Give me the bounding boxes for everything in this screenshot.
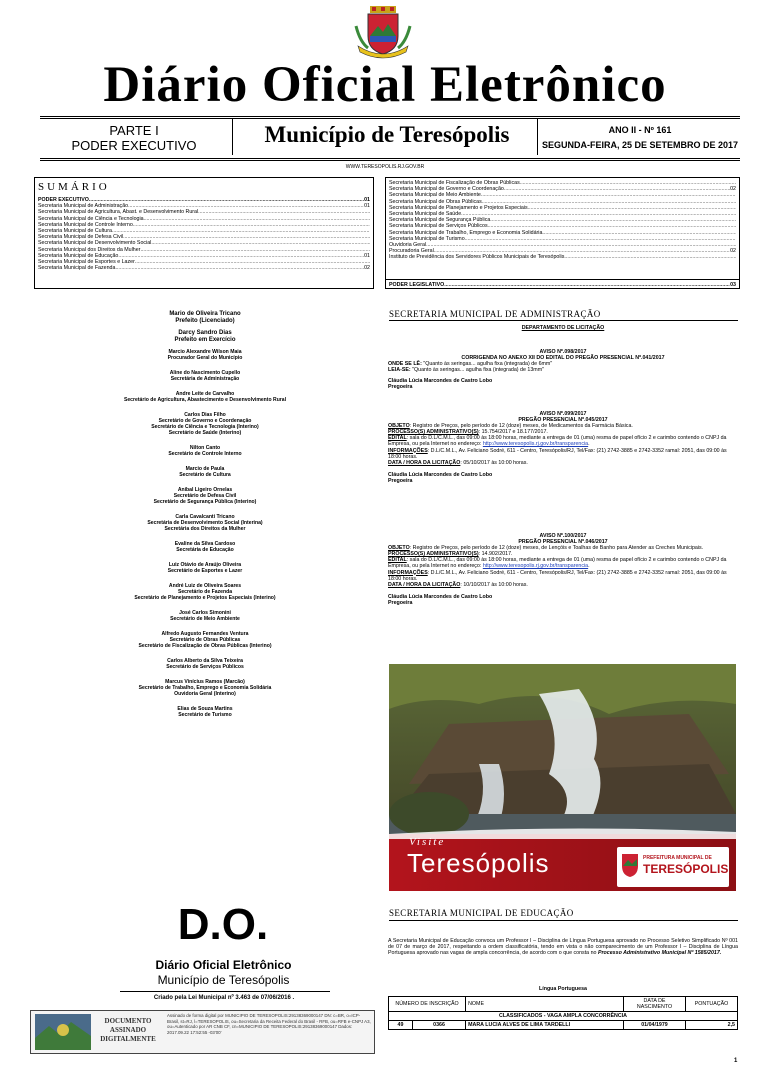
official-entry — [40, 391, 370, 403]
official-entry — [40, 412, 370, 437]
informacoes-label: INFORMAÇÕES — [388, 569, 428, 576]
dept-licitacao — [388, 325, 738, 331]
aviso-099-objeto: : Registro de Preços, pelo período de 12 (doze) meses, de Medicamentos da Farmácia Básica. — [409, 423, 633, 430]
brand-big: TERESÓPOLIS — [643, 862, 729, 876]
sumario-item-label: Secretaria Municipal de Governo e Coordenação — [389, 186, 504, 193]
table-title: Língua Portuguesa — [539, 986, 587, 992]
official-entry — [40, 631, 370, 650]
parte-line1: PARTE I — [109, 123, 159, 138]
col-pontuacao: PONTUAÇÃO — [686, 997, 738, 1012]
official-entry — [40, 487, 370, 506]
sumario-item-label: PODER EXECUTIVO — [38, 197, 89, 203]
official-role: Secretário de Serviços Públicos — [166, 664, 244, 671]
table-row — [389, 1021, 738, 1030]
sumario-item-label: Secretaria Municipal de Desenvolvimento Social — [38, 240, 152, 247]
aviso-100-objeto: : Registro de Preços, pelo período de 12 (doze) meses, de Lençóis e Toalhas de Banho para Atender as Creches Municipais. — [409, 545, 704, 552]
official-entry — [40, 562, 370, 574]
official-name: Luiz Otávio de Araújo Oliveira — [168, 561, 242, 568]
aviso-098 — [388, 349, 738, 391]
sumario-item-label: Secretaria Municipal de Defesa Civil — [38, 234, 124, 241]
table-subheader-row — [389, 1012, 738, 1021]
sumario-item-label: Secretaria Municipal de Educação — [38, 252, 119, 259]
aviso-100-data: : 10/10/2017 às 10:00 horas. — [460, 581, 528, 588]
official-role: Secretário de Trabalho, Emprego e Economia Solidária — [138, 685, 272, 692]
sumario-item[interactable] — [389, 254, 736, 260]
onde-se-le-label: ONDE SE LÊ: — [388, 361, 422, 368]
official-role: Secretário de Saúde (Interino) — [168, 430, 242, 437]
official-name: Darcy Sandro Dias — [178, 330, 232, 336]
signer-role: Pregoeira — [388, 477, 413, 484]
edital-text: : sala do D.L/C.M.L., das 09:00 às 18:00 horas, mediante a entrega de 01 (uma) resma de papel ofício 2 e carimbo contendo o CNPJ da Empresa, ou pela Internet no endereço: — [388, 557, 727, 570]
educacao-text — [388, 938, 738, 956]
criado-por-lei: Criado pela Lei Municipal nº 3.463 de 07/06/2016 . — [153, 995, 295, 1001]
sumario-item-label: Secretaria Municipal de Administração — [38, 203, 129, 210]
signer-name: Cláudia Lúcia Marcondes de Castro Lobo — [388, 378, 493, 385]
assinado-digitalmente-stamp: DOCUMENTO ASSINADO DIGITALMENTE — [100, 1017, 156, 1043]
signer-name: Cláudia Lúcia Marcondes de Castro Lobo — [388, 471, 493, 478]
official-name: Mario de Oliveira Tricano — [169, 311, 241, 317]
sumario-item-label: Procuradoria Geral — [389, 248, 434, 255]
official-name: Andre Leite de Carvalho — [175, 390, 235, 397]
official-name: Evaline da Silva Cardoso — [174, 541, 236, 548]
digital-signature-box — [30, 1010, 375, 1054]
do-subtitle-1: Diário Oficial Eletrônico — [155, 958, 292, 972]
aviso-098-title: AVISO Nº.098/2017 — [539, 349, 587, 355]
sumario-item-label: Secretaria Municipal dos Direitos da Mulher — [38, 246, 141, 253]
official-name: Anibal Ligeiro Ornelas — [177, 486, 233, 493]
teresopolis-caption: Teresópolis — [407, 848, 550, 878]
signer-role: Pregoeira — [388, 599, 413, 606]
sumario-item-page: 01 — [364, 252, 370, 259]
official-role: Secretário de Esportes e Lazer — [167, 568, 243, 575]
sumario-item-page: 02 — [730, 186, 736, 193]
do-logo: D.O. — [177, 900, 269, 949]
prefeitura-brand — [617, 847, 729, 887]
official-entry — [40, 679, 370, 698]
sumario-item-page: 01 — [364, 203, 370, 210]
website-link[interactable]: WWW.TERESOPOLIS.RJ.GOV.BR — [345, 164, 425, 170]
data-hora-label: DATA / HORA DA LICITAÇÃO — [388, 459, 461, 466]
aviso-100-subtitle: PREGÃO PRESENCIAL Nº.046/2017 — [518, 539, 608, 546]
official-entry — [40, 445, 370, 457]
official-role: Secretário de Governo e Coordenação — [158, 417, 252, 424]
cell-classificacao: 49 — [389, 1021, 413, 1030]
aviso-099: AVISO Nº.099/2017 PREGÃO PRESENCIAL Nº.045/2017 OBJETO: Registro de Preços, pelo período de 12 (doze) meses, de Medicamentos da Farmácia Básica. PROCESSO(S) ADMINISTRATIVO(S): 15.754/2017 e 18.177/2017. EDITAL: sala do D.L/C.M.L., das 09:00 às 18:00 horas, mediante a entrega de 01 (uma) resma de papel ofício 2 e carimbo contendo o CNPJ da Empresa, ou pela Internet no endereço: http://www.teresopolis.rj.gov.br/transparencia. INFORMAÇÕES: D.L/C.M.L., Av. Feliciano Sodré, 611 - Centro, Teresópolis/RJ, Tel/Fax: (21) 2742-3885 e 2742-3352 ramal: 2051, das 09:00 às 18:00 horas. DATA / HORA DA LICITAÇÃO: 05/10/2017 às 10:00 horas. Cláudia Lúcia Marcondes de Castro Lobo Pregoeira — [388, 411, 738, 484]
parte-line2: PODER EXECUTIVO — [71, 138, 197, 153]
official-role: Procurador Geral do Município — [167, 355, 243, 362]
section-educacao: SECRETARIA MUNICIPAL DE EDUCAÇÃO — [389, 908, 574, 918]
municipal-crest-icon — [352, 6, 414, 60]
col-inscricao: NÚMERO DE INSCRIÇÃO — [389, 997, 466, 1012]
official-entry — [40, 541, 370, 553]
sumario-item-label: Secretaria Municipal de Serviços Públicos — [389, 223, 488, 230]
official-role: Secretário de Fiscalização de Obras Públicas (Interino) — [138, 643, 272, 650]
data-hora-label: DATA / HORA DA LICITAÇÃO — [388, 581, 461, 588]
official-name: Nilton Canto — [189, 445, 221, 452]
official-name: Alfredo Augusto Fernandes Ventura — [161, 630, 249, 637]
sumario-item-label: Secretaria Municipal de Agricultura, Abast. e Desenvolvimento Rural — [38, 209, 199, 216]
do-subtitle-2: Município de Teresópolis — [157, 973, 290, 987]
educacao-paragraph: A Secretaria Municipal de Educação convoca um Professor I – Disciplina de Língua Portuguesa aprovado no Processo Seletivo Simplificado Nº 001 de 07 de março de 2017, respeitando a ordem classificatória, tendo em vista o não comparecimento de um Professor I – Disciplina de Língua Portuguesa aprovado nas vagas de ampla concorrência, de acordo com o que consta no — [388, 938, 738, 957]
official-role: Secretário de Planejamento e Projetos Especiais (Interino) — [134, 595, 276, 602]
official-role: Prefeito (Licenciado) — [175, 318, 235, 324]
sumario-list-left — [38, 197, 370, 271]
official-entry — [40, 514, 370, 533]
informacoes-label: INFORMAÇÕES — [388, 447, 428, 454]
processo-label: PROCESSO(S) ADMINISTRATIVO(S) — [388, 551, 479, 558]
sumario-item-label: Ouvidoria Geral — [389, 242, 427, 249]
aviso-099-title: AVISO Nº.099/2017 — [539, 411, 587, 417]
aviso-100: AVISO Nº.100/2017 PREGÃO PRESENCIAL Nº.046/2017 OBJETO: Registro de Preços, pelo período de 12 (doze) meses, de Lençóis e Toalhas de Banho para Atender as Creches Municipais. PROCESSO(S) ADMINISTRATIVO(S): 14.902/2017. EDITAL: sala do D.L/C.M.L., das 09:00 às 18:00 horas, mediante a entrega de 01 (uma) resma de papel ofício 2 e carimbo contendo o CNPJ da Empresa, ou pela Internet no endereço: http://www.teresopolis.rj.gov.br/transparencia. INFORMAÇÕES: D.L/C.M.L., Av. Feliciano Sodré, 611 - Centro, Teresópolis/RJ, Tel/Fax: (21) 2742-3885 e 2742-3352 ramal: 2051, das 09:00 às 18:00 horas. DATA / HORA DA LICITAÇÃO: 10/10/2017 às 10:00 horas. Cláudia Lúcia Marcondes de Castro Lobo Pregoeira — [388, 533, 738, 606]
dept-licitacao-label: DEPARTAMENTO DE LICITAÇÃO — [521, 325, 605, 331]
official-role: Secretário de Fazenda — [177, 589, 233, 596]
classificados-table — [388, 996, 738, 1030]
page-number: 1 — [734, 1058, 738, 1064]
cell-nascimento: 01/04/1979 — [624, 1021, 686, 1030]
official-name: Carlos Dias Filho — [184, 411, 226, 418]
sumario-item-label: Secretaria Municipal de Turismo — [389, 235, 465, 242]
official-role: Secretário de Agricultura, Abastecimento e Desenvolvimento Rural — [123, 397, 287, 404]
sumario-item-label: Secretaria Municipal de Fazenda — [38, 265, 116, 272]
sumario-item-label: Secretaria Municipal de Segurança Pública — [389, 217, 491, 224]
visite-teresopolis-banner — [389, 664, 736, 891]
official-role: Secretário de Obras Públicas — [169, 637, 241, 644]
sumario-item-label: Secretaria Municipal de Cultura — [38, 228, 112, 235]
sumario-item-page: 02 — [730, 248, 736, 255]
cell-pontuacao: 2,5 — [686, 1021, 738, 1030]
official-name: Marcio de Paula — [185, 465, 225, 472]
official-role: Secretário de Segurança Pública (Interino) — [153, 499, 257, 506]
sumario-item-label: Secretaria Municipal de Controle Interno — [38, 221, 133, 228]
official-name: Carlos Alberto da Silva Teixeira — [167, 658, 243, 664]
official-name: Marcus Vinícius Ramos (Marcão) — [165, 678, 245, 685]
official-entry — [40, 706, 370, 718]
objeto-label: OBJETO — [388, 545, 410, 552]
edition-info — [540, 123, 740, 153]
informacoes-text: : D.L/C.M.L., Av. Feliciano Sodré, 611 - Centro, Teresópolis/RJ, Tel/Fax: (21) 2742-3885 e 2742-3352 ramal: 2051, das 09:00 às 18:00 horas. — [388, 447, 727, 460]
official-name: Carla Cavalcanti Tricano — [175, 513, 235, 520]
sumario-item-page: 01 — [364, 197, 370, 203]
sumario-item-label: Instituto de Previdência dos Servidores Públicos Municipais de Teresópolis — [389, 254, 565, 261]
transparencia-link[interactable]: http://www.teresopolis.rj.gov.br/transparencia — [482, 441, 589, 448]
brand-crest-icon — [620, 851, 640, 879]
sumario-item-label: Secretaria Municipal de Esportes e Lazer — [38, 259, 135, 266]
sumario-item-label: Secretaria Municipal de Fiscalização de Obras Públicas — [389, 180, 520, 186]
cell-inscricao: 0366 — [413, 1021, 466, 1030]
official-role: Secretário de Ciência e Tecnologia (Interino) — [151, 424, 259, 431]
masthead-title: Diário Oficial Eletrônico — [103, 57, 667, 113]
sumario-item-label: Secretaria Municipal de Saúde — [389, 211, 462, 218]
official-entry — [40, 330, 370, 344]
sumario-item-label: Secretaria Municipal de Meio Ambiente — [389, 192, 481, 199]
col-nascimento: DATA DE NASCIMENTO — [624, 997, 686, 1012]
official-name: José Carlos Simonini — [179, 609, 231, 616]
signer-role: Pregoeira — [388, 384, 413, 391]
sumario-item-label: Secretaria Municipal de Planejamento e Projetos Especiais — [389, 204, 528, 211]
official-entry — [40, 349, 370, 361]
municipio-title: Município de Teresópolis — [264, 122, 510, 147]
leia-se-text: "Quanto às seringas... agulha fixa (integrada) de 13mm" — [410, 367, 544, 374]
official-name: Aline do Nascimento Cupello — [169, 369, 241, 376]
official-role: Ouvidoria Geral (Interino) — [174, 691, 236, 698]
official-role: Secretário de Meio Ambiente — [170, 616, 240, 623]
parte-label — [40, 123, 228, 153]
onde-se-le-text: "Quanto às seringas... agulha fixa (integrada) de 6mm" — [421, 361, 553, 368]
official-entry — [40, 466, 370, 478]
official-name: Elias de Souza Martins — [177, 706, 233, 713]
signature-details: Assinado de forma digital por MUNICIPIO DE TERESOPOLIS:29138369000147 DN: c=BR, o=ICP-Brasil, st=RJ, l=TERESOPOLIS, ou=Secretaria da Receita Federal do Brasil - RFB, ou=RFB e-CNPJ A3, ou=Autenticado por AR CNB CF, cn=MUNICIPIO DE TERESOPOLIS:29138369000147 Dados: 2017.09.22 17:52:55 -03'00' — [167, 1013, 371, 1035]
official-role: Prefeito em Exercício — [174, 337, 236, 343]
objeto-label: OBJETO — [388, 423, 410, 430]
aviso-099-subtitle: PREGÃO PRESENCIAL Nº.045/2017 — [518, 417, 608, 424]
classificados-subheader: CLASSIFICADOS - VAGA AMPLA CONCORRÊNCIA — [389, 1012, 738, 1021]
sumario-item-label: Secretaria Municipal de Trabalho, Emprego e Economia Solidária — [389, 229, 543, 236]
official-role: Secretária de Educação — [176, 547, 234, 554]
sumario-item[interactable] — [38, 265, 370, 271]
official-entry — [40, 610, 370, 622]
official-role: Secretário de Cultura — [179, 472, 231, 479]
official-entry — [40, 311, 370, 325]
aviso-100-title: AVISO Nº.100/2017 — [539, 533, 587, 539]
aviso-098-subtitle: CORRIGENDA NO ANEXO XII DO EDITAL DO PREGÃO PRESENCIAL Nº.041/2017 — [461, 355, 665, 362]
official-role: Secretário de Defesa Civil — [173, 493, 237, 500]
official-name: Marcio Alexandre Wilson Maia — [168, 349, 242, 355]
official-entry — [40, 370, 370, 382]
col-nome: NOME — [466, 997, 624, 1012]
signer-name: Cláudia Lúcia Marcondes de Castro Lobo — [388, 593, 493, 600]
brand-small: PREFEITURA MUNICIPAL DE — [643, 855, 712, 861]
official-role: Secretária de Desenvolvimento Social (Interina) — [147, 520, 263, 527]
official-role: Secretária dos Direitos da Mulher — [164, 526, 246, 533]
official-role: Secretário de Controle Interno — [168, 451, 242, 458]
section-administracao: SECRETARIA MUNICIPAL DE ADMINISTRAÇÃO — [389, 309, 601, 319]
signature-seal-icon — [35, 1014, 91, 1050]
official-role: Secretária de Administração — [170, 376, 240, 383]
edital-text: : sala do D.L/C.M.L., das 09:00 às 18:00 horas, mediante a entrega de 01 (uma) resma de papel ofício 2 e carimbo contendo o CNPJ da Empresa, ou pela Internet no endereço: — [388, 435, 727, 448]
official-entry — [40, 583, 370, 602]
visite-caption: Visite — [409, 836, 446, 848]
transparencia-link[interactable]: http://www.teresopolis.rj.gov.br/transparencia — [482, 563, 589, 570]
aviso-099-data: : 05/10/2017 às 10:00 horas. — [460, 459, 528, 466]
informacoes-text: : D.L/C.M.L., Av. Feliciano Sodré, 611 - Centro, Teresópolis/RJ, Tel/Fax: (21) 2742-3885 e 2742-3352 ramal: 2051, das 09:00 às 18:00 horas. — [388, 569, 727, 582]
aviso-100-processo: : 14.902/2017. — [478, 551, 513, 558]
edition-number: ANO II - Nº 161 — [608, 125, 672, 135]
sumario-item-page: 02 — [364, 265, 370, 272]
sumario-title: SUMÁRIO — [38, 181, 110, 193]
edital-label: EDITAL — [388, 557, 407, 564]
official-entry — [40, 658, 370, 670]
cell-nome: MARA LUCIA ALVES DE LIMA TARDELLI — [466, 1021, 624, 1030]
processo-administrativo: Processo Administrativo Municipal Nº 1585/2017. — [597, 950, 722, 957]
officials-list — [40, 311, 370, 727]
sumario-item-label: Secretaria Municipal de Obras Públicas — [389, 198, 482, 205]
sumario-legislativo[interactable]: PODER LEGISLATIVO ..... 03 — [389, 282, 736, 288]
sumario-item-label: Secretaria Municipal de Ciência e Tecnologia — [38, 215, 144, 222]
sumario-list-right — [389, 180, 736, 261]
processo-label: PROCESSO(S) ADMINISTRATIVO(S) — [388, 429, 479, 436]
leia-se-label: LEIA-SE: — [388, 367, 411, 374]
table-header-row — [389, 997, 738, 1012]
aviso-099-processo: : 15.754/2017 e 18.177/2017. — [478, 429, 548, 436]
edition-date: SEGUNDA-FEIRA, 25 DE SETEMBRO DE 2017 — [541, 140, 739, 150]
official-role: Secretário de Turismo — [178, 712, 232, 719]
official-name: André Luiz de Oliveira Soares — [168, 582, 242, 589]
edital-label: EDITAL — [388, 435, 407, 442]
